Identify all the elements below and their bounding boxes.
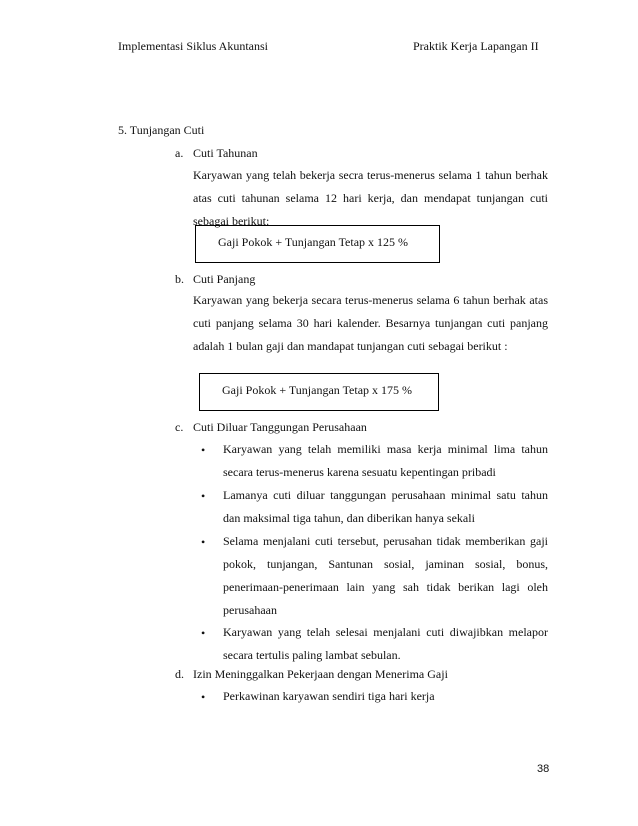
bullet-icon: • <box>201 690 206 704</box>
list-item: Karyawan yang telah memiliki masa kerja minimal lima tahun secara terus-menerus karena sesuatu kepentingan pribadi <box>223 442 548 479</box>
bullet-icon: • <box>201 626 206 640</box>
list-item: Perkawinan karyawan sendiri tiga hari kerja <box>223 689 435 703</box>
subsection-letter: c. <box>175 420 184 434</box>
list-item: Lamanya cuti diluar tanggungan perusahaan minimal satu tahun dan maksimal tiga tahun, dan diberikan hanya sekali <box>223 488 548 525</box>
formula-text: Gaji Pokok + Tunjangan Tetap x 175 % <box>222 383 413 397</box>
subsection-a <box>175 146 258 161</box>
bullet-icon: • <box>201 489 206 503</box>
subsection-title: Cuti Tahunan <box>193 146 258 160</box>
subsection-title: Cuti Panjang <box>193 272 256 286</box>
formula-box-b <box>199 373 439 411</box>
bullet-icon: • <box>201 443 206 457</box>
running-header-right: Praktik Kerja Lapangan II <box>413 39 539 53</box>
subsection-title: Cuti Diluar Tanggungan Perusahaan <box>193 420 367 434</box>
subsection-letter: a. <box>175 146 184 160</box>
subsection-a-paragraph: Karyawan yang telah bekerja secra terus-menerus selama 1 tahun berhak atas cuti tahunan selama 12 hari kerja, dan mendapat tunjangan cuti sebagai berikut: <box>193 168 548 228</box>
subsection-c <box>175 420 367 435</box>
formula-box-a <box>195 225 440 263</box>
formula-text: Gaji Pokok + Tunjangan Tetap x 125 % <box>218 235 409 249</box>
bullet-icon: • <box>201 535 206 549</box>
subsection-b <box>175 272 255 287</box>
list-item: Selama menjalani cuti tersebut, perusahan tidak memberikan gaji pokok, tunjangan, Santunan sosial, jaminan sosial, bonus, penerimaan-penerimaan lain yang sah tidak berikan lagi oleh perusahaan <box>223 534 548 617</box>
page-number: 38 <box>537 763 550 775</box>
subsection-title: Izin Meninggalkan Pekerjaan dengan Menerima Gaji <box>193 667 448 681</box>
subsection-d <box>175 667 448 682</box>
section-title: 5. Tunjangan Cuti <box>118 123 205 137</box>
list-item: Karyawan yang telah selesai menjalani cuti diwajibkan melapor secara tertulis paling lambat sebulan. <box>223 625 548 662</box>
subsection-letter: b. <box>175 272 184 286</box>
subsection-b-paragraph: Karyawan yang bekerja secara terus-menerus selama 6 tahun berhak atas cuti panjang selama 30 hari kalender. Besarnya tunjangan cuti panjang adalah 1 bulan gaji dan mandapat tunjangan cuti sebagai berikut : <box>193 293 548 353</box>
subsection-letter: d. <box>175 667 184 681</box>
running-header-left: Implementasi Siklus Akuntansi <box>118 39 268 53</box>
